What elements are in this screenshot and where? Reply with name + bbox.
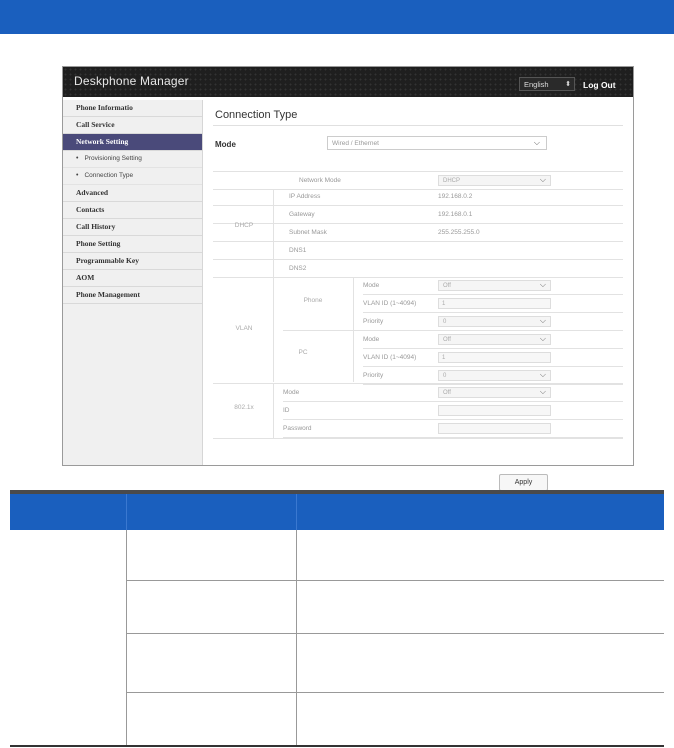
pc-priority-label: Priority [363, 372, 384, 379]
pc-vlan-id-label: VLAN ID (1~4094) [363, 354, 417, 361]
dot1x-mode-select[interactable] [438, 387, 551, 398]
bullet-icon: • [76, 155, 79, 162]
pc-vlan-mode-value: Off [443, 337, 451, 343]
deskphone-manager-window [62, 66, 634, 486]
logout-button[interactable]: Log Out [583, 80, 616, 90]
table-row [363, 331, 623, 349]
chevron-down-icon: ⌵ [539, 370, 546, 379]
table-row [126, 634, 664, 693]
doc-table-bottom-rule [10, 745, 664, 747]
sidebar-item-aom[interactable]: AOM [63, 270, 202, 287]
vlan-phone-label: Phone [303, 297, 323, 304]
network-mode-select[interactable] [438, 175, 551, 186]
ip-address-value: 192.168.0.2 [438, 193, 473, 200]
phone-vlan-mode-select[interactable] [438, 280, 551, 291]
subnet-mask-value: 255.255.255.0 [438, 229, 480, 236]
sidebar-item-programmable-key[interactable]: Programmable Key [63, 253, 202, 270]
phone-vlan-id-label: VLAN ID (1~4094) [363, 300, 417, 307]
dot1x-password-input[interactable] [438, 423, 551, 434]
pc-mode-label: Mode [363, 336, 380, 343]
dot1x-id-label: ID [283, 407, 290, 414]
page-title: Connection Type [215, 109, 298, 121]
divider [273, 189, 274, 277]
select-arrows-icon: ⬍ [565, 81, 571, 88]
top-banner [0, 0, 674, 34]
sidebar-subitem-connection-type[interactable] [63, 168, 202, 185]
dot1x-password-label: Password [283, 425, 312, 432]
chevron-down-icon: ⌵ [539, 280, 546, 289]
app-title: Deskphone Manager [74, 74, 189, 88]
dot1x-id-input[interactable] [438, 405, 551, 416]
table-row [283, 402, 623, 420]
table-row [363, 313, 623, 331]
sidebar-item-network-setting[interactable]: Network Setting [63, 134, 202, 151]
dot1x-mode-label: Mode [283, 389, 300, 396]
language-select[interactable] [519, 77, 575, 91]
sidebar-item-phone-management[interactable]: Phone Management [63, 287, 202, 304]
sidebar-item-advanced[interactable]: Advanced [63, 185, 202, 202]
table-row [213, 260, 623, 278]
phone-priority-label: Priority [363, 318, 384, 325]
mode-value: Wired / Ethernet [332, 140, 379, 147]
network-mode-label: Network Mode [299, 177, 341, 184]
dhcp-group-label: DHCP [234, 222, 254, 229]
chevron-down-icon: ⌵ [539, 334, 546, 343]
gateway-value: 192.168.0.1 [438, 211, 473, 218]
table-row [126, 530, 664, 581]
sidebar-subitem-provisioning[interactable] [63, 151, 202, 168]
table-row [363, 295, 623, 313]
table-row [213, 242, 623, 260]
pc-vlan-id-input[interactable]: 1 [438, 352, 551, 363]
vlan-pc-label: PC [298, 349, 308, 356]
dot1x-mode-value: Off [443, 390, 451, 396]
chevron-down-icon: ⌵ [539, 175, 546, 184]
ip-address-label: IP Address [289, 193, 321, 200]
divider [273, 384, 274, 438]
divider [213, 125, 623, 126]
sidebar-item-phone-information[interactable]: Phone Informatio [63, 100, 202, 117]
divider [296, 494, 297, 530]
chevron-down-icon: ⌵ [539, 316, 546, 325]
table-row [213, 188, 623, 206]
table-row [363, 349, 623, 367]
app-header [63, 67, 633, 97]
mode-select[interactable] [327, 136, 547, 150]
table-row [363, 277, 623, 295]
doc-table-header [10, 490, 664, 530]
phone-vlan-id-input[interactable]: 1 [438, 298, 551, 309]
language-value: English [524, 80, 549, 89]
pc-vlan-mode-select[interactable] [438, 334, 551, 345]
table-row [283, 384, 623, 402]
divider [213, 438, 623, 439]
dot1x-group-label: 802.1x [234, 404, 254, 411]
phone-priority-value: 0 [443, 319, 447, 325]
sidebar-subitem-label: Connection Type [84, 172, 134, 179]
main-content [203, 100, 633, 486]
table-row [283, 420, 623, 438]
table-row [126, 581, 664, 634]
bullet-icon: • [76, 172, 79, 179]
sidebar-item-contacts[interactable]: Contacts [63, 202, 202, 219]
chevron-down-icon: ⌵ [533, 138, 540, 147]
phone-mode-label: Mode [363, 282, 380, 289]
pc-priority-select[interactable] [438, 370, 551, 381]
subnet-mask-label: Subnet Mask [289, 229, 327, 236]
divider [126, 494, 127, 530]
vlan-group-label: VLAN [235, 325, 253, 332]
sidebar-item-phone-setting[interactable]: Phone Setting [63, 236, 202, 253]
phone-priority-select[interactable] [438, 316, 551, 327]
phone-vlan-mode-value: Off [443, 283, 451, 289]
mode-label: Mode [215, 140, 236, 149]
sidebar-subitem-label: Provisioning Setting [84, 155, 142, 162]
apply-button[interactable]: Apply [499, 474, 548, 491]
pc-priority-value: 0 [443, 373, 447, 379]
chevron-down-icon: ⌵ [539, 387, 546, 396]
gateway-label: Gateway [289, 211, 315, 218]
dns1-label: DNS1 [289, 247, 307, 254]
sidebar-item-call-history[interactable]: Call History [63, 219, 202, 236]
sidebar [63, 100, 203, 465]
dns2-label: DNS2 [289, 265, 307, 272]
sidebar-item-call-service[interactable]: Call Service [63, 117, 202, 134]
network-mode-value: DHCP [443, 178, 461, 184]
